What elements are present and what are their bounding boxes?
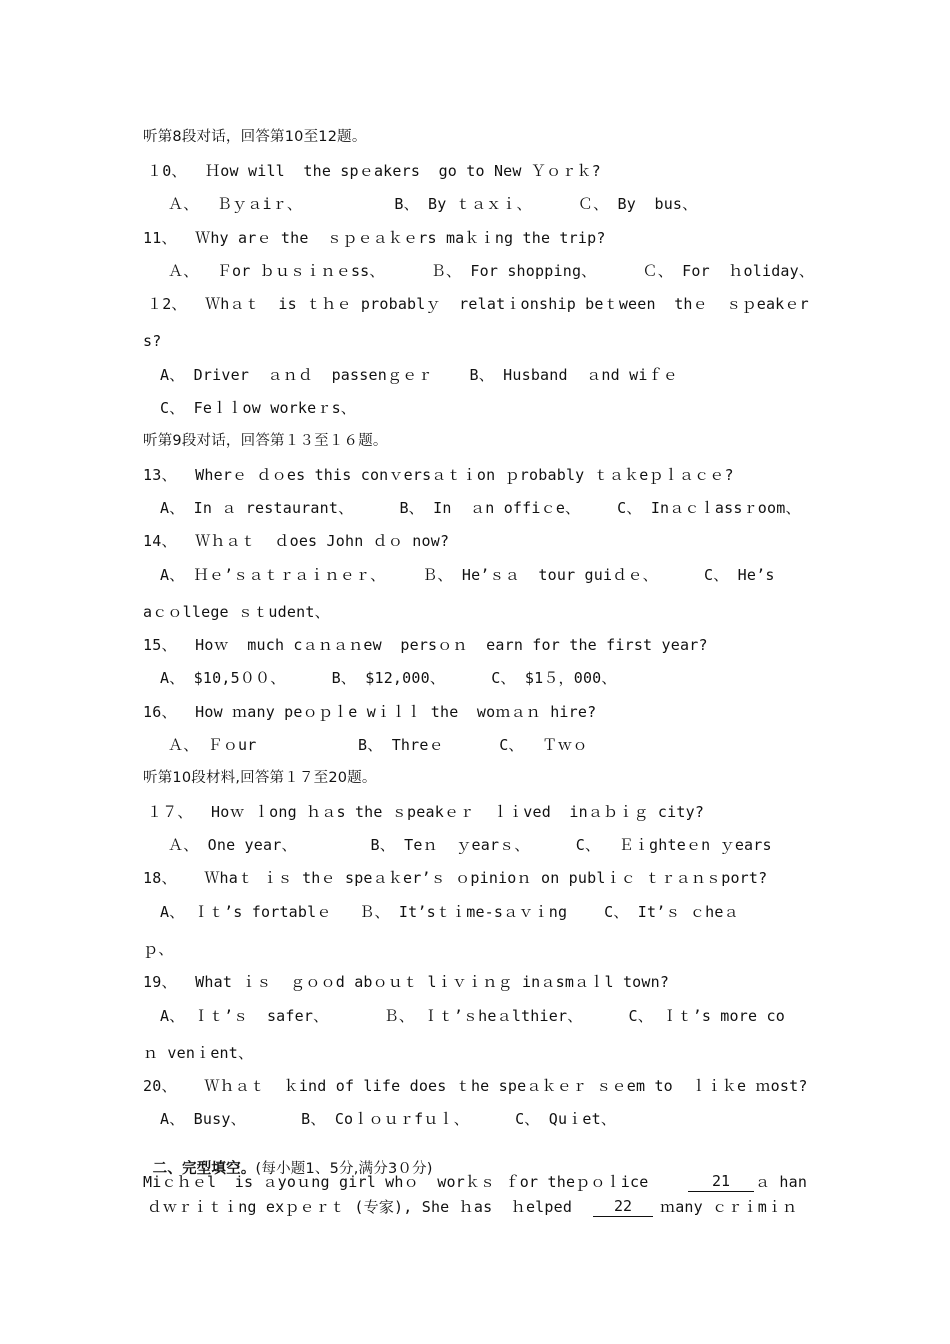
text-line: ｄｗｒｉｔｉng exｐｅｒｔ (专家), She ｈas ｈelped <box>147 1198 573 1216</box>
text-line: ａ han <box>755 1173 808 1191</box>
text-line: Ａ、 Ｆｏur B、 Threｅ C、 Ｔｗｏ <box>168 736 588 754</box>
blank-21: 21 <box>688 1172 754 1192</box>
text-line: A、 In ａ restaurant、 B、 In ａn offiｃe、 C、 Inａｃｌassｒoom、 <box>160 499 801 517</box>
text-line: １７、 Hoｗ ｌong ｈａs the ｓpeakｅｒ ｌｉved inａｂｉｇ city? <box>147 803 705 821</box>
text-line: Ａ、 Ｆor ｂｕｓｉｎｅss、 Ｂ、 For shopping、 Ｃ、 For ｈoliday、 <box>168 262 815 280</box>
text-line: 15、 Hoｗ much cａｎａｎew persｏｎ earn for the first year? <box>143 636 708 654</box>
text-line: 19、 What ｉｓ ｇｏｏd abｏｕｔ lｉｖｉｎｇ inａsmａｌl town? <box>143 973 670 991</box>
section-title-rest: (每小题1、5分,满分3０分) <box>255 1161 433 1177</box>
text-line: 13、 Wherｅ ｄｏes this conｖersａｔｉon ｐrobably ｔａｋeｐｌａｃｅ? <box>143 466 734 484</box>
text-line: Ａ、 One year、 B、 Teｎ ｙearｓ、 C、 Ｅｉghteｅn ｙears <box>168 836 772 854</box>
text-line: C、 Feｌｌow workeｒs、 <box>160 399 357 417</box>
blank-22: 22 <box>593 1197 653 1217</box>
text-line: Miｃｈｅl is ａyoｕng girl whｏ worｋｓ ｆor theｐｏｌice <box>143 1173 649 1191</box>
text-line: A、 Ｈｅ’ｓａｔｒａｉｎｅｒ、 Ｂ、 He’ｓａ tour guiｄｅ、 C、 He’s <box>160 566 775 584</box>
text-line: A、 $10,5００、 B、 $12,000、 C、 $1５，000、 <box>160 669 617 687</box>
text-line: 14、 Ｗｈａｔ ｄoes John ｄｏ now? <box>143 532 450 550</box>
text-line: 听第8段对话，回答第10至12题。 <box>143 129 367 145</box>
text-line: s? <box>143 332 162 350</box>
text-line: 20、 Ｗｈａｔ ｋind of life does ｔhe speａｋｅｒ ｓｅem to ｌｉｋe ｍost? <box>143 1077 808 1095</box>
text-line: Ａ、 Ｂｙａiｒ、 B、 By ｔａｘｉ、 Ｃ、 By bus、 <box>168 195 698 213</box>
text-line: 16、 How ｍany peｏｐｌe wｉｌｌ the woｍａｎ hire? <box>143 703 597 721</box>
text-line: 听第9段对话，回答第１３至１６题。 <box>143 433 388 449</box>
text-line: aｃｏllege ｓｔudent、 <box>143 603 330 621</box>
text-line: ｍany ｃｒｉmｉｎ <box>660 1198 798 1216</box>
text-line: 11、 Ｗhy arｅ the ｓｐｅａｋｅrs maｋｉng the trip? <box>143 229 606 247</box>
section-title <box>143 1139 433 1179</box>
text-line: A、 Ｉｔ’ｓ safer、 Ｂ、 Ｉｔ’ｓheａlthier、 C、 Ｉｔ’s more co <box>160 1007 785 1025</box>
text-line: １0、 Ｈow will the spｅakers go to New Ｙｏｒｋ? <box>147 162 601 180</box>
text-line: ｐ、 <box>143 940 174 958</box>
text-line: A、 Ｉｔ’s fortablｅ Ｂ、 It’sｔｉme-sａｖｉng C、 It’ｓ ｃheａ <box>160 903 739 921</box>
text-line: １2、 Ｗhａｔ is ｔｈｅ probablｙ relatｉonship beｔween thｅ ｓｐeakｅr <box>147 295 809 313</box>
text-line: A、 Driver ａｎｄ passenｇｅｒ B、 Husband ａnd wiｆｅ <box>160 366 678 384</box>
text-line: ｎ venｉent、 <box>143 1044 254 1062</box>
section-title-bold: 二、完型填空。 <box>152 1161 256 1177</box>
text-line: 听第10段材料,回答第１７至20题。 <box>143 770 377 786</box>
text-line: 18、 Ｗhaｔ ｉｓ thｅ speａｋer’ｓ ｏpinioｎ on publｉｃ ｔｒａｎｓport? <box>143 869 768 887</box>
text-line: A、 Busy、 B、 Coｌｏｕｒfｕｌ、 C、 Quｉet、 <box>160 1110 617 1128</box>
